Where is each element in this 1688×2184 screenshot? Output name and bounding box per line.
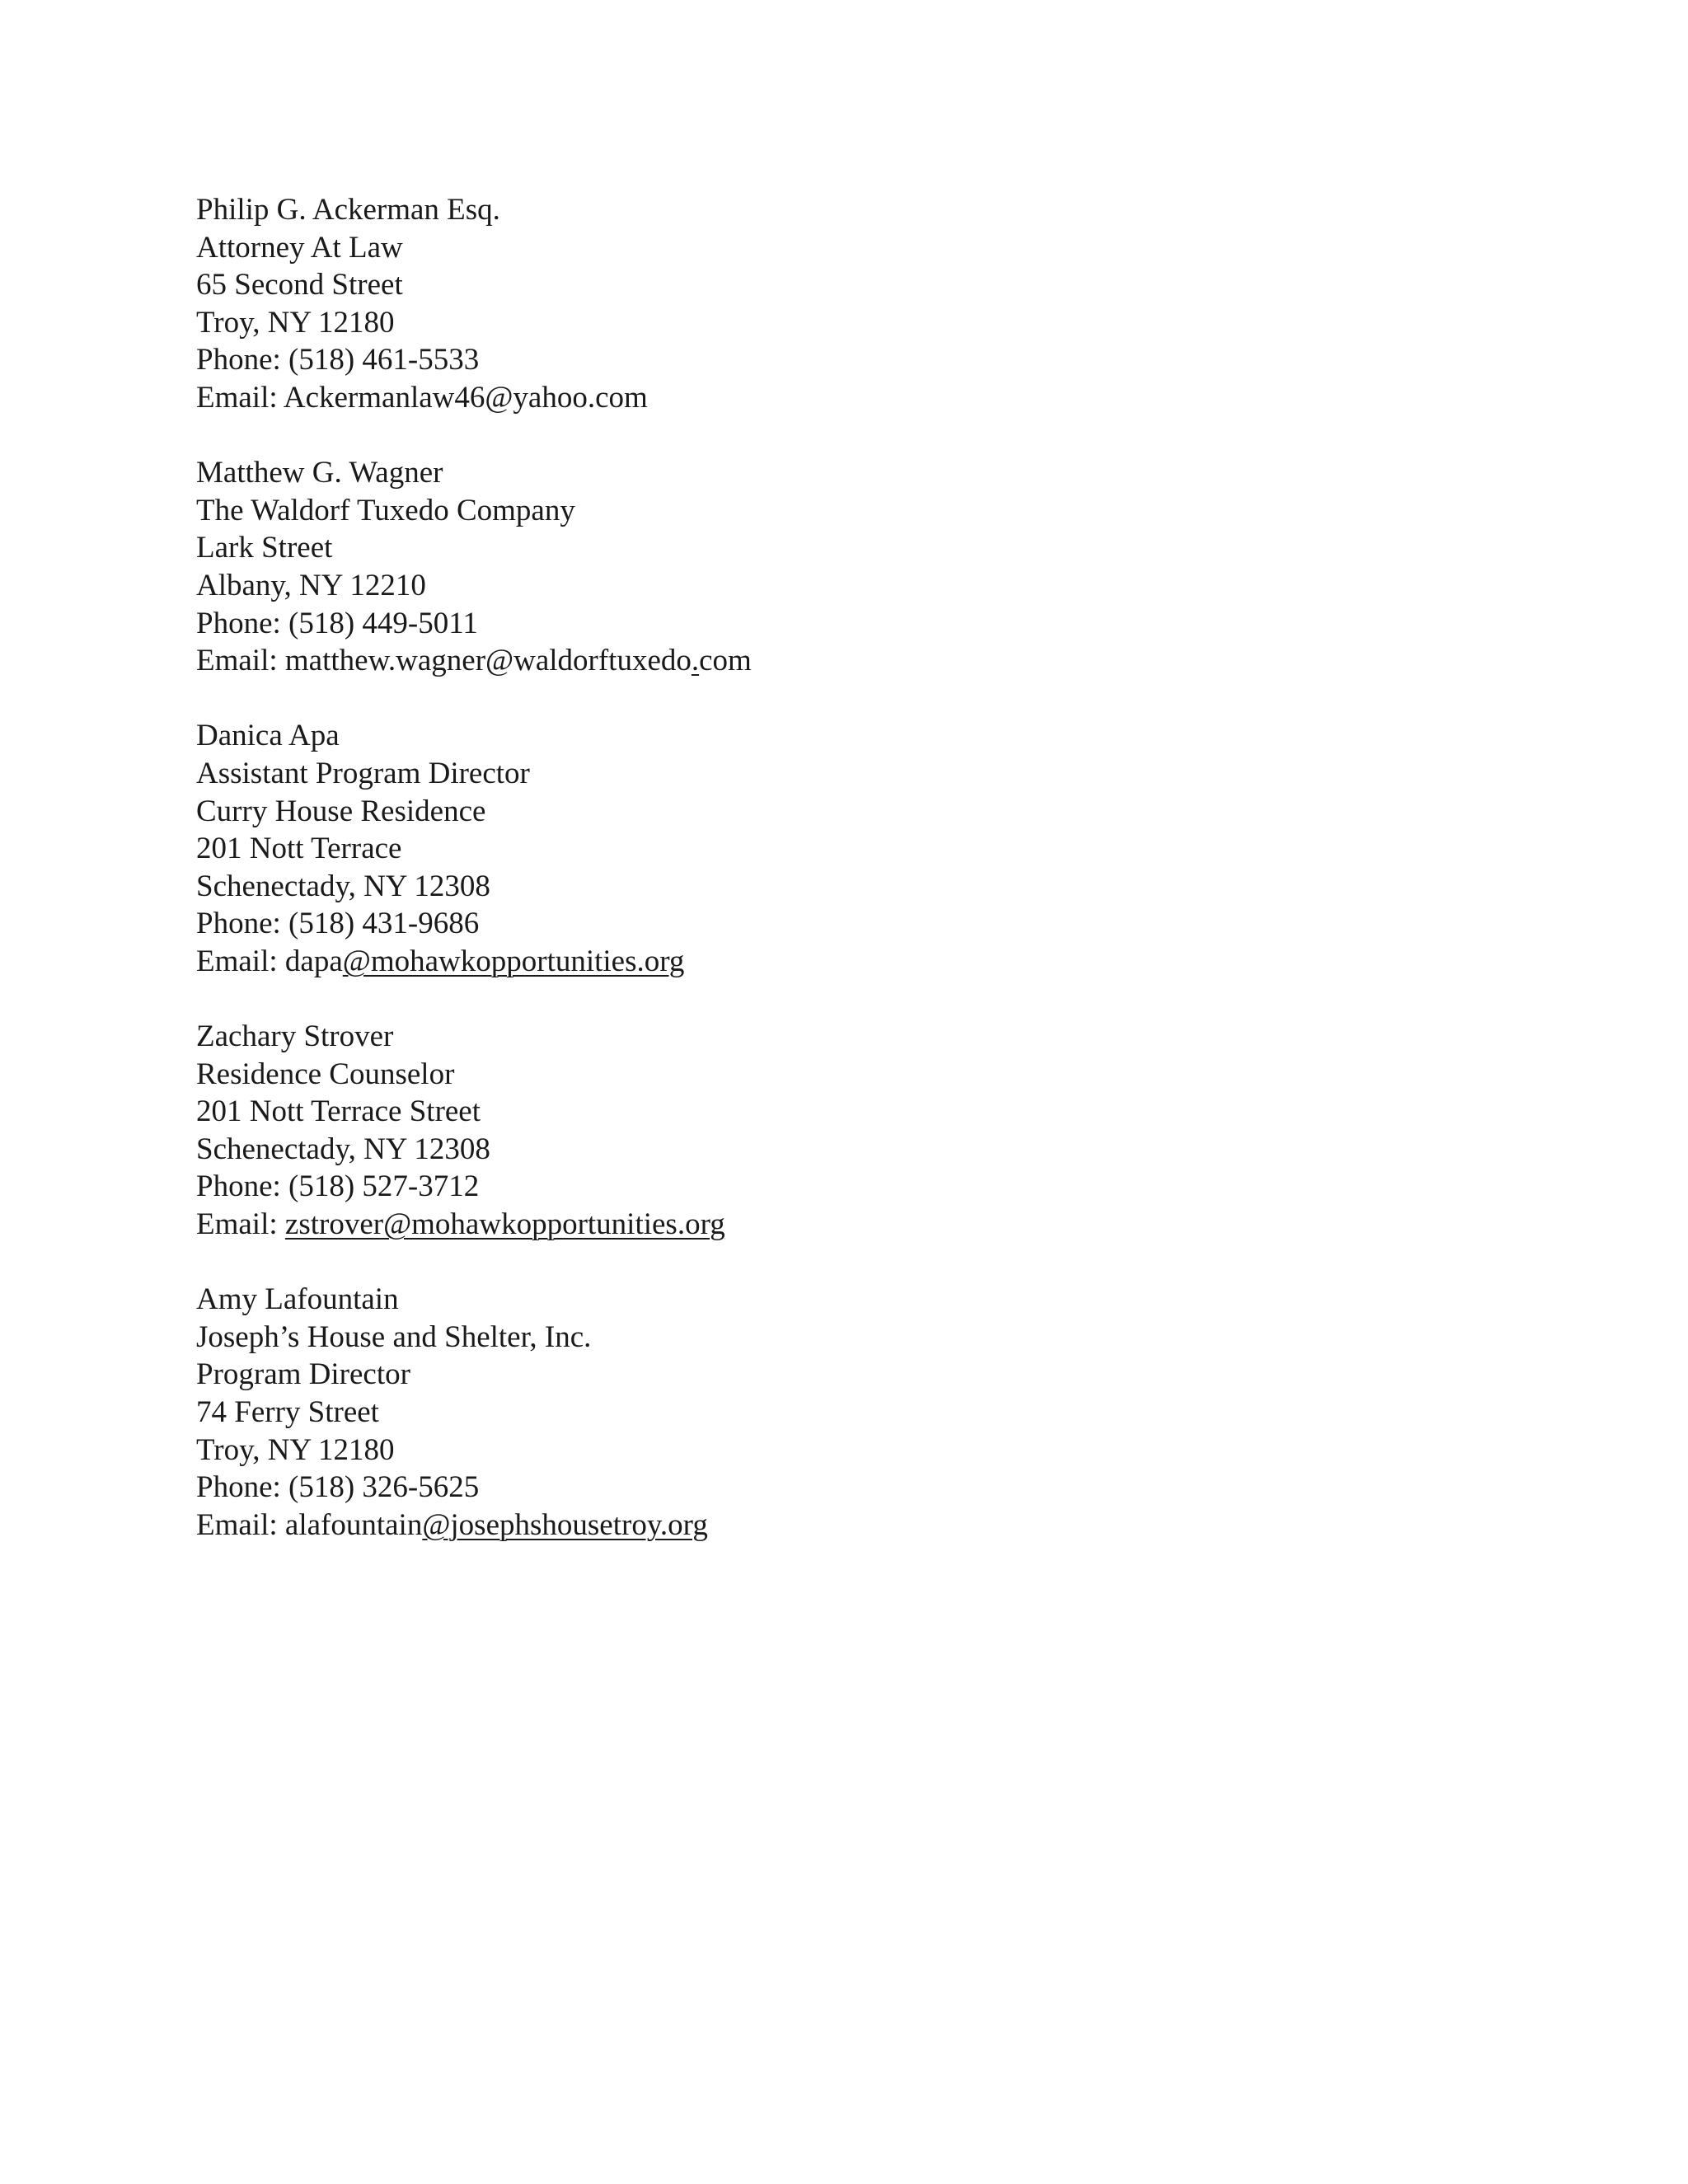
contact-title: Attorney At Law: [196, 230, 403, 265]
contact-title: Residence Counselor: [196, 1057, 455, 1091]
email-link[interactable]: @mohawkopportunities.org: [342, 944, 685, 978]
contact-name: Amy Lafountain: [196, 1282, 399, 1317]
contact-name: Zachary Strover: [196, 1019, 394, 1054]
contact-email: [196, 379, 1515, 417]
email-link[interactable]: @josephshousetroy.org: [422, 1507, 708, 1542]
contact-city: Troy, NY 12180: [196, 305, 395, 340]
contact-email: [196, 1507, 1515, 1544]
contact-phone: Phone: (518) 449-5011: [196, 606, 478, 640]
contact-city: Schenectady, NY 12308: [196, 1132, 490, 1166]
email-text: Email: matthew.wagner@waldorftuxedo: [196, 644, 692, 678]
contact-city: Schenectady, NY 12308: [196, 869, 490, 903]
contact-phone: Phone: (518) 431-9686: [196, 907, 480, 941]
contact-organization: Curry House Residence: [196, 794, 486, 828]
contact-organization: Joseph’s House and Shelter, Inc.: [196, 1319, 592, 1354]
contact-entry: [196, 454, 1515, 680]
contact-email: [196, 943, 1515, 981]
contact-phone: Phone: (518) 527-3712: [196, 1169, 480, 1204]
contact-title: Assistant Program Director: [196, 756, 530, 790]
contact-email: [196, 642, 1515, 680]
contact-phone: Phone: (518) 461-5533: [196, 343, 480, 377]
email-text: Email: alafountain: [196, 1507, 423, 1542]
email-link[interactable]: .: [691, 644, 700, 678]
contact-entry: [196, 191, 1515, 417]
email-link[interactable]: zstrover@mohawkopportunities.org: [284, 1207, 725, 1242]
contact-street: 201 Nott Terrace Street: [196, 1094, 481, 1129]
contact-organization: The Waldorf Tuxedo Company: [196, 493, 575, 527]
contact-city: Troy, NY 12180: [196, 1432, 395, 1467]
email-text: Email: dapa: [196, 944, 343, 978]
contact-email: [196, 1206, 1515, 1244]
contact-name: Matthew G. Wagner: [196, 456, 443, 490]
contact-street: 65 Second Street: [196, 268, 403, 302]
contact-name: Danica Apa: [196, 719, 340, 753]
contact-street: Lark Street: [196, 531, 333, 565]
contact-entry: [196, 717, 1515, 980]
contact-street: 201 Nott Terrace: [196, 832, 402, 866]
email-text: Email:: [196, 1207, 285, 1242]
contact-entry: [196, 1281, 1515, 1544]
contact-phone: Phone: (518) 326-5625: [196, 1470, 480, 1505]
contact-city: Albany, NY 12210: [196, 568, 426, 602]
email-text-suffix: com: [699, 644, 752, 678]
contact-entry: [196, 1018, 1515, 1244]
contact-title: Program Director: [196, 1357, 410, 1392]
email-text: Email: Ackermanlaw46@yahoo.com: [196, 380, 648, 415]
contact-list: [196, 191, 1515, 1582]
contact-street: 74 Ferry Street: [196, 1395, 379, 1429]
contact-name: Philip G. Ackerman Esq.: [196, 193, 500, 227]
